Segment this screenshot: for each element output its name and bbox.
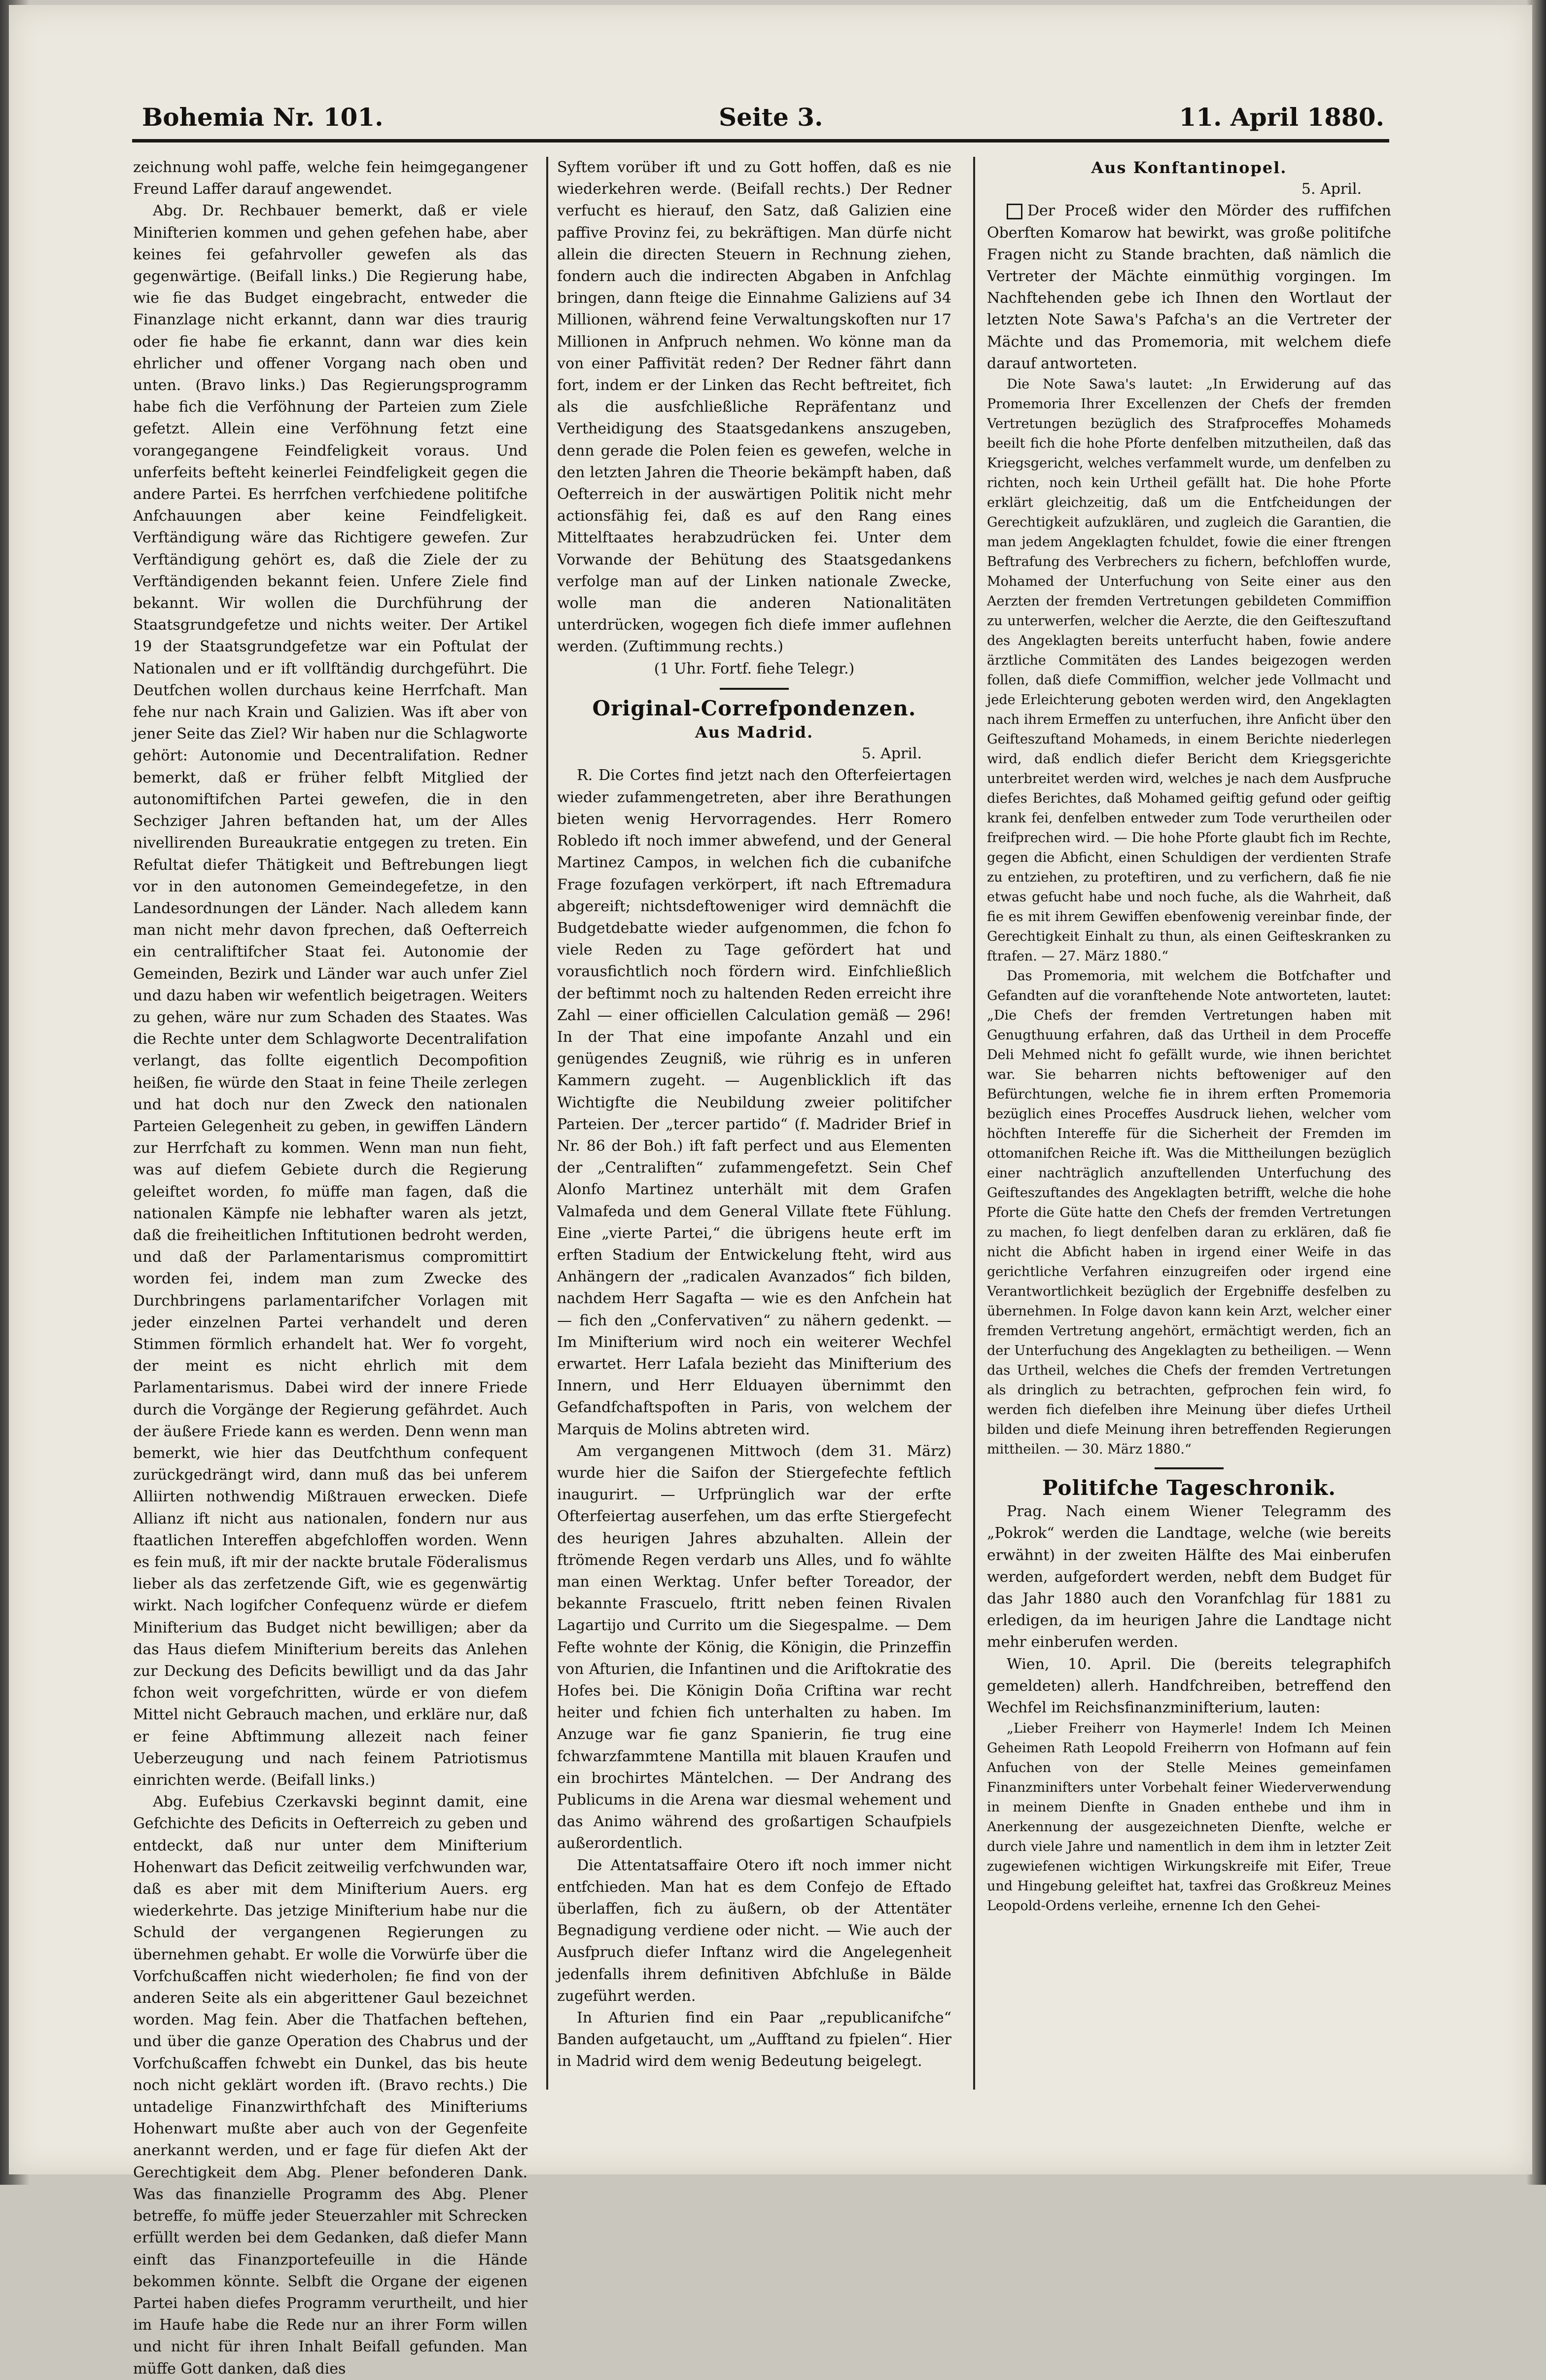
paragraph-note-sawa: Die Note Sawa's lautet: „In Erwiderung auf das Promemoria Ihrer Excellenzen der Chefs der fremden Vertretungen bezüglich des Strafproceffes Mohameds beeilt fich die hohe Pforte denfelben mitzutheilen, daß das Kriegsgericht, welches verfammelt wurde, um denfelben zu richten, noch kein Urtheil gefällt hat. Die hohe Pforte erklärt gleichzeitig, daß um die Entfcheidungen der Gerechtigkeit aufzuklären, und zugleich die Garantien, die man jedem Angeklagten fchuldet, fowie die einer ftrengen Beftrafung des Verbrechers zu fichern, befchloffen wurde, Mohamed der Unterfuchung von Seite einer aus den Aerzten der fremden Vertretungen gebildeten Commiffion zu unterwerfen, welcher die Aerzte, die den Geifteszuftand des Angeklagten bereits unterfucht haben, fowie andere ärztliche Commitäten des Landes beigezogen werden follen, daß diefe Commiffion, welcher jede Vollmacht und jede Erleichterung geboten werden wird, den Angeklagten nach ihrem Ermeffen zu unterfuchen, ihre Anficht über den Geifteszuftand Mohameds, in einem Berichte niederlegen wird, daß endlich diefer Bericht dem Kriegsgerichte unterbreitet werden wird, welches je nach dem Ausfpruche diefes Berichtes, daß Mohamed geiftig gefund oder geiftig krank fei, denfelben entweder zum Tode verurtheilen oder freifprechen wird. — Die hohe Pforte glaubt fich im Rechte, gegen die Abficht, einen Schuldigen der verdienten Strafe zu entziehen, zu proteftiren, und zu verfichern, daß fie nie etwas gefucht habe und noch fuche, als die Wahrheit, daß fie es mit ihrem Gewiffen ebenfowenig vereinbar finde, der Gerechtigkeit Einhalt zu thun, als einen Geifteskranken zu ftrafen. — 27. März 1880.“ — [987, 377, 1391, 964]
paragraph-komarow: Der Proceß wider den Mörder des ruffifchen Oberften Komarow hat bewirkt, was große politifche Fragen nicht zu Stande brachten, daß nämlich die Vertreter der Mächte einmüthig vorgingen. Im Nachftehenden gebe ich Ihnen den Wortlaut der letzten Note Sawa's Pafcha's an die Vertreter der Mächte und das Promemoria, mit welchem diefe darauf antworteten. — [987, 202, 1391, 372]
paragraph-bullfight: Am vergangenen Mittwoch (dem 31. März) wurde hier die Saifon der Stiergefechte feftlich inaugurirt. — Urfprünglich war der erfte Ofterfeiertag auserfehen, um das erfte Stiergefecht des heurigen Jahres abzuhalten. Allein der ftrömende Regen verdarb uns Alles, und fo wählte man einen Werktag. Unfer befter Toreador, der bekannte Frascuelo, ftritt neben feinen Rivalen Lagartijo und Currito um die Siegespalme. — Dem Fefte wohnte der König, die Königin, die Prinzeffin von Afturien, die Infantinen und die Ariftokratie des Hofes bei. Die Königin Doña Criftina war recht heiter und fchien fich unterhalten zu haben. Im Anzuge war fie ganz Spanierin, fie trug eine fchwarzfammtene Mantilla mit blauen Kraufen und ein brochirtes Mäntelchen. — Der Andrang des Publicums in die Arena war diesmal wehement und das Animo während des großartigen Schaufpiels außerordentlich. — [557, 1442, 951, 1852]
page-header — [132, 103, 1384, 137]
section-heading-constantinople: Aus Konftantinopel. — [1091, 158, 1287, 177]
paragraph: Syftem vorüber ift und zu Gott hoffen, daß es nie wiederkehren werde. (Beifall rechts.) Der Redner verfucht es hierauf, den Satz, daß Galizien eine paffive Provinz fei, zu bekräftigen. Man dürfe nicht allein die directen Steuern in Rechnung ziehen, fondern auch die indirecten Abgaben in Anfchlag bringen, dann fteige die Einnahme Galiziens auf 34 Millionen, während feine Verwaltungskoften nur 17 Millionen in Anfpruch nehmen. Wo könne man da von einer Paffivität reden? Der Redner fährt dann fort, indem er der Linken das Recht beftreitet, fich als die ausfchließliche Repräfentanz und Vertheidigung des Staatsgedankens anszugeben, denn gerade die Polen feien es gewefen, welche in den letzten Jahren die Theorie bekämpft haben, daß Oefterreich in der auswärtigen Politik nicht mehr actionsfähig fei, daß es auf den Rang eines Mittelftaates herabzudrücken fei. Unter dem Vorwande der Behütung des Staatsgedankens verfolge man auf der Linken nationale Zwecke, wolle man die anderen Nationalitäten unterdrücken, wogegen fich diefe immer auflehnen werden. (Zuftimmung rechts.) — [557, 159, 951, 656]
header-page-number: Seite 3. — [719, 103, 823, 132]
section-divider — [720, 688, 789, 690]
section-divider — [1155, 1467, 1224, 1469]
header-rule — [132, 139, 1389, 142]
section-subheading: Aus Madrid. — [695, 723, 814, 742]
column-2 — [557, 157, 951, 2090]
paragraph-rechbauer: Abg. Dr. Rechbauer bemerkt, daß er viele Minifterien kommen und gehen gefehen habe, aber keines fei gefahrvoller gewefen als das gegenwärtige. (Beifall links.) Die Regierung habe, wie fie das Budget eingebracht, entweder die Finanzlage nicht erkannt, dann war dies traurig oder fie habe fie erkannt, dann war dies kein ehrlicher und offener Vorgang nach oben und unten. (Bravo links.) Das Regierungsprogramm habe fich die Verföhnung der Parteien zum Ziele gefetzt. Allein eine Verföhnung fetzt eine vorangegangene Feindfeligkeit voraus. Und unferfeits befteht keinerlei Feindfeligkeit gegen die andere Partei. Es herrfchen verfchiedene politifche Anfchauungen aber keine Feindfeligkeit. Verftändigung wäre das Richtigere gewefen. Zur Verftändigung gehört es, daß die Ziele der zu Verftändigenden bekannt feien. Unfere Ziele find bekannt. Wir wollen die Durchführung der Staatsgrundgefetze und nichts weiter. Der Artikel 19 der Staatsgrundgefetze war ein Poftulat der Nationalen und er ift vollftändig durchgeführt. Die Deutfchen wollen durchaus keine Herrfchaft. Man fehe nur nach Krain und Galizien. Was ift aber von jener Seite das Ziel? Wir haben nur die Schlagworte gehört: Autonomie und Decentralifation. Redner bemerkt, daß er früher felbft Mitglied der autonomiftifchen Partei gewefen, die in den Sechziger Jahren beftanden hat, um der Alles nivellirenden Bureaukratie entgegen zu treten. Ein Refultat diefer Thätigkeit und Beftrebungen liegt vor in den autonomen Gemeindegefetze, in den Landesordnungen der Länder. Nach alledem kann man nicht mehr davon fprechen, daß Oefterreich ein centraliftifcher Staat fei. Autonomie der Gemeinden, Bezirk und Länder war auch unfer Ziel und dazu haben wir wefentlich beigetragen. Weiters zu gehen, wäre nur zum Schaden des Staates. Was die Rechte unter dem Schlagworte Decentralifation verlangt, das follte eigentlich Decompofition heißen, fie würde den Staat in feine Theile zerlegen und hat doch nur den Zweck den nationalen Parteien Gelegenheit zu geben, in gewiffen Ländern zur Herrfchaft zu kommen. Wenn man nun fieht, was auf diefem Gebiete durch die Regierung geleiftet worden, fo müffe man fagen, daß die nationalen Kämpfe nie lebhafter waren als jetzt, daß die freiheitlichen Inftitutionen bedroht werden, und daß der Parlamentarismus compromittirt worden fei, indem man zum Zwecke des Durchbringens parlamentarifcher Vorlagen mit jeder einzelnen Partei verhandelt und deren Stimmen förmlich erhandelt hat. Wer fo vorgeht, der meint es nicht ehrlich mit dem Parlamentarismus. Dabei wird der innere Friede durch die Vorgänge der Regierung gefährdet. Auch der äußere Friede kann es werden. Denn wenn man bemerkt, wie hier das Deutfchthum confequent zurückgedrängt wird, dann muß das bei unferem Alliirten nothwendig Mißtrauen erwecken. Diefe Allianz ift nicht aus nationalen, fondern nur aus ftaatlichen Intereffen abgefchloffen worden. Wenn es fein muß, ift mir der nackte brutale Föderalismus lieber als das zerfetzende Gift, wie es gegenwärtig wirkt. Nach logifcher Confequenz würde er diefem Minifterium das Budget nicht bewilligen; aber da das Haus diefem Minifterium bereits das Anlehen zur Deckung des Deficits bewilligt und da das Jahr fchon weit vorgefchritten, würde er von diefem Mittel nicht Gebrauch machen, und erkläre nur, daß er feine Abftimmung allezeit nach feiner Ueberzeugung und nach feinem Patriotismus einrichten werde. (Beifall links.) — [133, 202, 527, 1789]
column-3 — [987, 157, 1391, 2090]
section-heading-chronicle: Politifche Tageschronik. — [1042, 1476, 1336, 1500]
dateline: 5. April. — [1301, 180, 1362, 198]
column-1 — [133, 157, 527, 2378]
correspondent-mark-icon — [1007, 204, 1022, 219]
header-paper-name: Bohemia Nr. 101. — [142, 103, 384, 132]
paragraph-czerkavski: Abg. Eufebius Czerkavski beginnt damit, eine Gefchichte des Deficits in Oefterreich zu geben und entdeckt, daß nur unter dem Minifterium Hohenwart das Deficit zeitweilig verfchwunden war, daß es aber mit dem Minifterium Auers. erg wiederkehrte. Das jetzige Minifterium habe nur die Schuld der vergangenen Regierungen zu übernehmen gehabt. Er wolle die Vorwürfe über die Vorfchußcaffen nicht wiederholen; fie find von der anderen Seite als ein abgerittener Gaul bezeichnet worden. Mag fein. Aber die Thatfachen beftehen, und über die ganze Operation des Chabrus und der Vorfchußcaffen fchwebt ein Dunkel, das bis heute noch nicht geklärt worden ift. (Bravo rechts.) Die untadelige Finanzwirthfchaft des Minifteriums Hohenwart mußte aber auch von der Gegenfeite anerkannt werden, und er fage für diefen Akt der Gerechtigkeit dem Abg. Plener befonderen Dank. Was das finanzielle Programm des Abg. Plener betreffe, fo müffe jeder Steuerzahler mit Schrecken erfüllt werden bei dem Gedanken, daß diefer Mann einft das Finanzportefeuille in die Hände bekommen könnte. Selbft die Organe der eigenen Partei haben diefes Programm verurtheilt, und hier im Haufe habe die Rede nur an ihrer Form willen und nicht für ihren Inhalt Beifall gefunden. Man müffe Gott danken, daß dies — [133, 1793, 527, 2378]
paragraph-promemoria: Das Promemoria, mit welchem die Botfchafter und Gefandten auf die voranftehende Note antworteten, lautet: „Die Chefs der fremden Vertretungen haben mit Genugthuung erfahren, daß das Urtheil in dem Proceffe Deli Mehmed nicht fo gefällt wurde, wie ihnen berichtet war. Sie beharren nichts beftoweniger auf den Befürchtungen, welche fie in ihrem erften Promemoria bezüglich eines Proceffes Ausdruck liehen, welcher vom höchften Intereffe für die Sicherheit der Fremden im ottomanifchen Reiche ift. Was die Mittheilungen bezüglich einer nachträglich anzuftellenden Unterfuchung des Geifteszuftandes des Angeklagten betrifft, welche die hohe Pforte die Güte hatte den Chefs der fremden Vertretungen zu machen, fo liegt denfelben daran zu erklären, daß fie nicht die Abficht haben in irgend einer Weife in das gerichtliche Verfahren einzugreifen oder irgend eine Verantwortlichkeit bezüglich der Ergebniffe desfelben zu übernehmen. In Folge davon kann kein Arzt, welcher einer fremden Vertretung angehört, ermächtigt werden, fich an der Unterfuchung des Angeklagten zu betheiligen. — Wenn das Urtheil, welches die Chefs der fremden Vertretungen als dringlich zu betrachten, gefprochen fein wird, fo werden fich diefelben ihre Meinung über diefes Urtheil bilden und diefe Meinung ihren betreffenden Regierungen mittheilen. — 30. März 1880.“ — [987, 968, 1391, 1457]
paragraph-wien: Wien, 10. April. Die (bereits telegraphifch gemeldeten) allerh. Handfchreiben, betreffend den Wechfel im Reichsfinanzminifterium, lauten: — [987, 1655, 1391, 1717]
section-heading: Original-Correfpondenzen. — [592, 696, 916, 720]
paragraph-handschreiben: „Lieber Freiherr von Haymerle! Indem Ich Meinen Geheimen Rath Leopold Freiherrn von Hofmann auf fein Anfuchen von der Stelle Meines gemeinfamen Finanzminifters unter Vorbehalt feiner Wiederverwendung in meinem Dienfte in Gnaden enthebe und ihm in Anerkennung der ausgezeichneten Dienfte, welche er durch viele Jahre und namentlich in dem ihm in letzter Zeit zugewiefenen wichtigen Wirkungskreife mit Eifer, Treue und Hingebung geleiftet hat, taxfrei das Großkreuz Meines Leopold-Ordens verleihe, ernenne Ich den Gehei- — [987, 1721, 1391, 1914]
paragraph-cortes: R. Die Cortes find jetzt nach den Ofterfeiertagen wieder zufammengetreten, aber ihre Berathungen bieten wenig Hervorragendes. Herr Romero Robledo ift noch immer abwefend, und der General Martinez Campos, in welchen fich die cubanifche Frage fozufagen verkörpert, ift nach Eftremadura abgereift; nichtsdeftoweniger wird demnächft die Budgetdebatte wieder aufgenommen, die fchon fo viele Reden zu Tage gefördert hat und vorausfichtlich noch fördern wird. Einfchließlich der beftimmt noch zu haltenden Reden erreicht ihre Zahl — einer officiellen Calculation gemäß — 296! In der That eine impofante Anzahl und ein genügendes Zeugniß, wie rührig es in unferen Kammern zugeht. — Augenblicklich ift das Wichtigfte die Neubildung zweier politifcher Parteien. Der „tercer partido“ (f. Madrider Brief in Nr. 86 der Boh.) ift faft perfect und aus Elementen der „Centraliften“ zufammengefetzt. Sein Chef Alonfo Martinez unterhält mit dem Grafen Valmafeda und dem General Villate ftete Fühlung. Eine „vierte Partei,“ die übrigens heute erft im erften Stadium der Entwickelung fteht, wird aus Anhängern der „radicalen Avanzados“ fich bilden, nachdem Herr Sagafta — wie es den Anfchein hat — fich den „Confervativen“ zu nähern gedenkt. — Im Minifterium wird noch ein weiterer Wechfel erwartet. Herr Lafala bezieht das Minifterium des Innern, und Herr Elduayen übernimmt den Gefandfchaftspoften in Paris, von welchem der Marquis de Molins abtreten wird. — [557, 767, 951, 1438]
paragraph-prag: Prag. Nach einem Wiener Telegramm des „Pokrok“ werden die Landtage, welche (wie bereits erwähnt) in der zweiten Hälfte des Mai einberufen werden, aufgefordert werden, nebft dem Budget für das Jahr 1880 auch den Voranfchlag für 1881 zu erledigen, da im heurigen Jahre die Landtage nicht mehr einberufen werden. — [987, 1503, 1391, 1651]
continuation-note: (1 Uhr. Fortf. fiehe Telegr.) — [654, 660, 855, 677]
paragraph-otero: Die Attentatsaffaire Otero ift noch immer nicht entfchieden. Man hat es dem Confejo de Eftado überlaffen, fich zu äußern, ob der Attentäter Begnadigung verdiene oder nicht. — Wie auch der Ausfpruch diefer Inftanz wird die Angelegenheit jedenfalls ihrem definitiven Abfchluße in Bälde zugeführt werden. — [557, 1856, 951, 2005]
paragraph: zeichnung wohl paffe, welche fein heimgegangener Freund Laffer darauf angewendet. — [133, 159, 527, 198]
column-divider-2 — [973, 157, 975, 2090]
header-date: 11. April 1880. — [1179, 103, 1384, 132]
paragraph-asturias: In Afturien find ein Paar „republicanifche“ Banden aufgetaucht, um „Aufftand zu fpielen“. Hier in Madrid wird dem wenig Bedeutung beigelegt. — [557, 2009, 951, 2070]
column-divider-1 — [546, 157, 548, 2090]
dateline: 5. April. — [861, 745, 922, 763]
